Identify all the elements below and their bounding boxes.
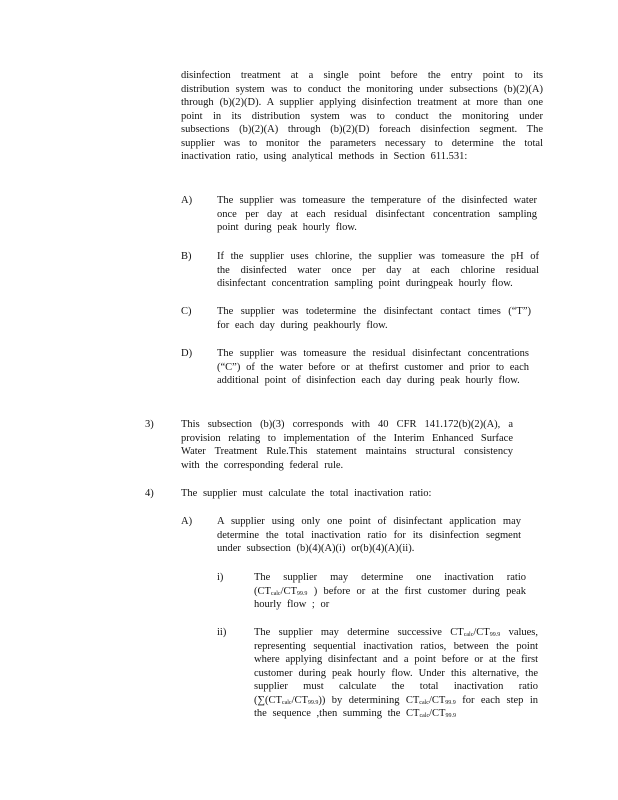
section-4Aii-t5: )) by determining CT: [318, 694, 420, 706]
section-4Ai-sub2: 99.9: [296, 590, 308, 597]
item-b2D-label: D): [181, 348, 193, 359]
item-b2A-text: The supplier was tomeasure the temperature of the disinfected water once per day at each residual disinfectant concentration sampling point during peak hourly flow.: [217, 195, 537, 233]
section-4Aii-s4: 99.9: [307, 699, 319, 706]
intro-paragraph: disinfection treatment at a single point before the entry point to its distribution system was to conduct the monitoring under subsections (b)(2)(A) through (b)(2)(D). A supplier applying disinfection treatment at more than one point in its distribution system was to conduct the monitoring under subsections (b)(2)(A) through (b)(2)(D) foreach disinfection segment. The supplier was to monitor the parameters necessary to determine the total inactivation ratio, using analytical methods in Section 611.531:: [181, 70, 543, 162]
section-4Ai-mid: /CT: [280, 585, 297, 597]
section-4Aii-s5: calc: [419, 699, 429, 706]
section-4Aii-t4: /CT: [291, 694, 308, 706]
item-b2C-text: The supplier was todetermine the disinfectant contact times (“T”) for each day during peakhourly flow.: [217, 306, 531, 331]
item-b2D-text: The supplier was tomeasure the residual disinfectant concentrations (“C”) of the water before or at thefirst customer and prior to each additional point of disinfection each day during peak hourly flow.: [217, 348, 529, 386]
section-4Aii-t6: /CT: [428, 694, 446, 706]
section-4A-label: A): [181, 516, 193, 527]
section-4Aii-t8: /CT: [429, 708, 446, 719]
section-4-label: 4): [145, 488, 154, 499]
item-b2A-label: A): [181, 195, 193, 206]
section-4Aii-t3: values, representing sequential inactivation ratios, between the point where applying disinfectant and a point before or at the first customer during peak hourly flow. Under this alternative, the supplier must calculate the total inactivation ratio (∑(CT: [254, 627, 539, 706]
section-4Aii-text: [254, 626, 538, 721]
section-4-text: The supplier must calculate the total inactivation ratio:: [181, 488, 432, 499]
section-4Aii-s2: 99.9: [489, 632, 501, 638]
section-4Ai-sub1: calc: [270, 590, 281, 597]
section-4Aii-s1: calc: [463, 632, 474, 638]
item-b2C-label: C): [181, 306, 192, 317]
section-4A-text: A supplier using only one point of disinfectant application may determine the total inactivation ratio for its disinfection segment under subsection (b)(4)(A)(i) or(b)(4)(A)(ii).: [217, 516, 521, 554]
section-3-label: 3): [145, 419, 154, 430]
item-b2B-text: If the supplier uses chlorine, the supplier was tomeasure the pH of the disinfected water once per day at each chlorine residual disinfectant concentration sampling point duringpeak hourly flow.: [217, 251, 539, 289]
section-4Aii-s6: 99.9: [445, 699, 456, 706]
item-b2B-label: B): [181, 251, 192, 262]
section-4Aii-t1: The supplier may determine successive CT: [254, 627, 464, 638]
section-3-text: This subsection (b)(3) corresponds with 40 CFR 141.172(b)(2)(A), a provision relating to implementation of the Interim Enhanced Surface Water Treatment Rule.This statement maintains structural consistency with the corresponding federal rule.: [181, 419, 513, 471]
section-4Aii-s7: calc: [419, 713, 430, 719]
section-4Ai-label: i): [217, 572, 224, 583]
section-4Aii-label: ii): [217, 627, 227, 638]
section-4Aii-s3: calc: [281, 699, 292, 706]
section-4Aii-t2: /CT: [473, 627, 490, 638]
section-4Ai-post: ) before or at the first customer during peak hourly flow ; or: [254, 585, 526, 610]
section-4Ai-text: [254, 571, 526, 612]
section-4Aii-t7: for each step in the sequence ,then summing the CT: [254, 694, 539, 719]
section-4Ai-pre: The supplier may determine one inactivation ratio (CT: [254, 572, 526, 597]
section-4Aii-s8: 99.9: [445, 713, 456, 719]
